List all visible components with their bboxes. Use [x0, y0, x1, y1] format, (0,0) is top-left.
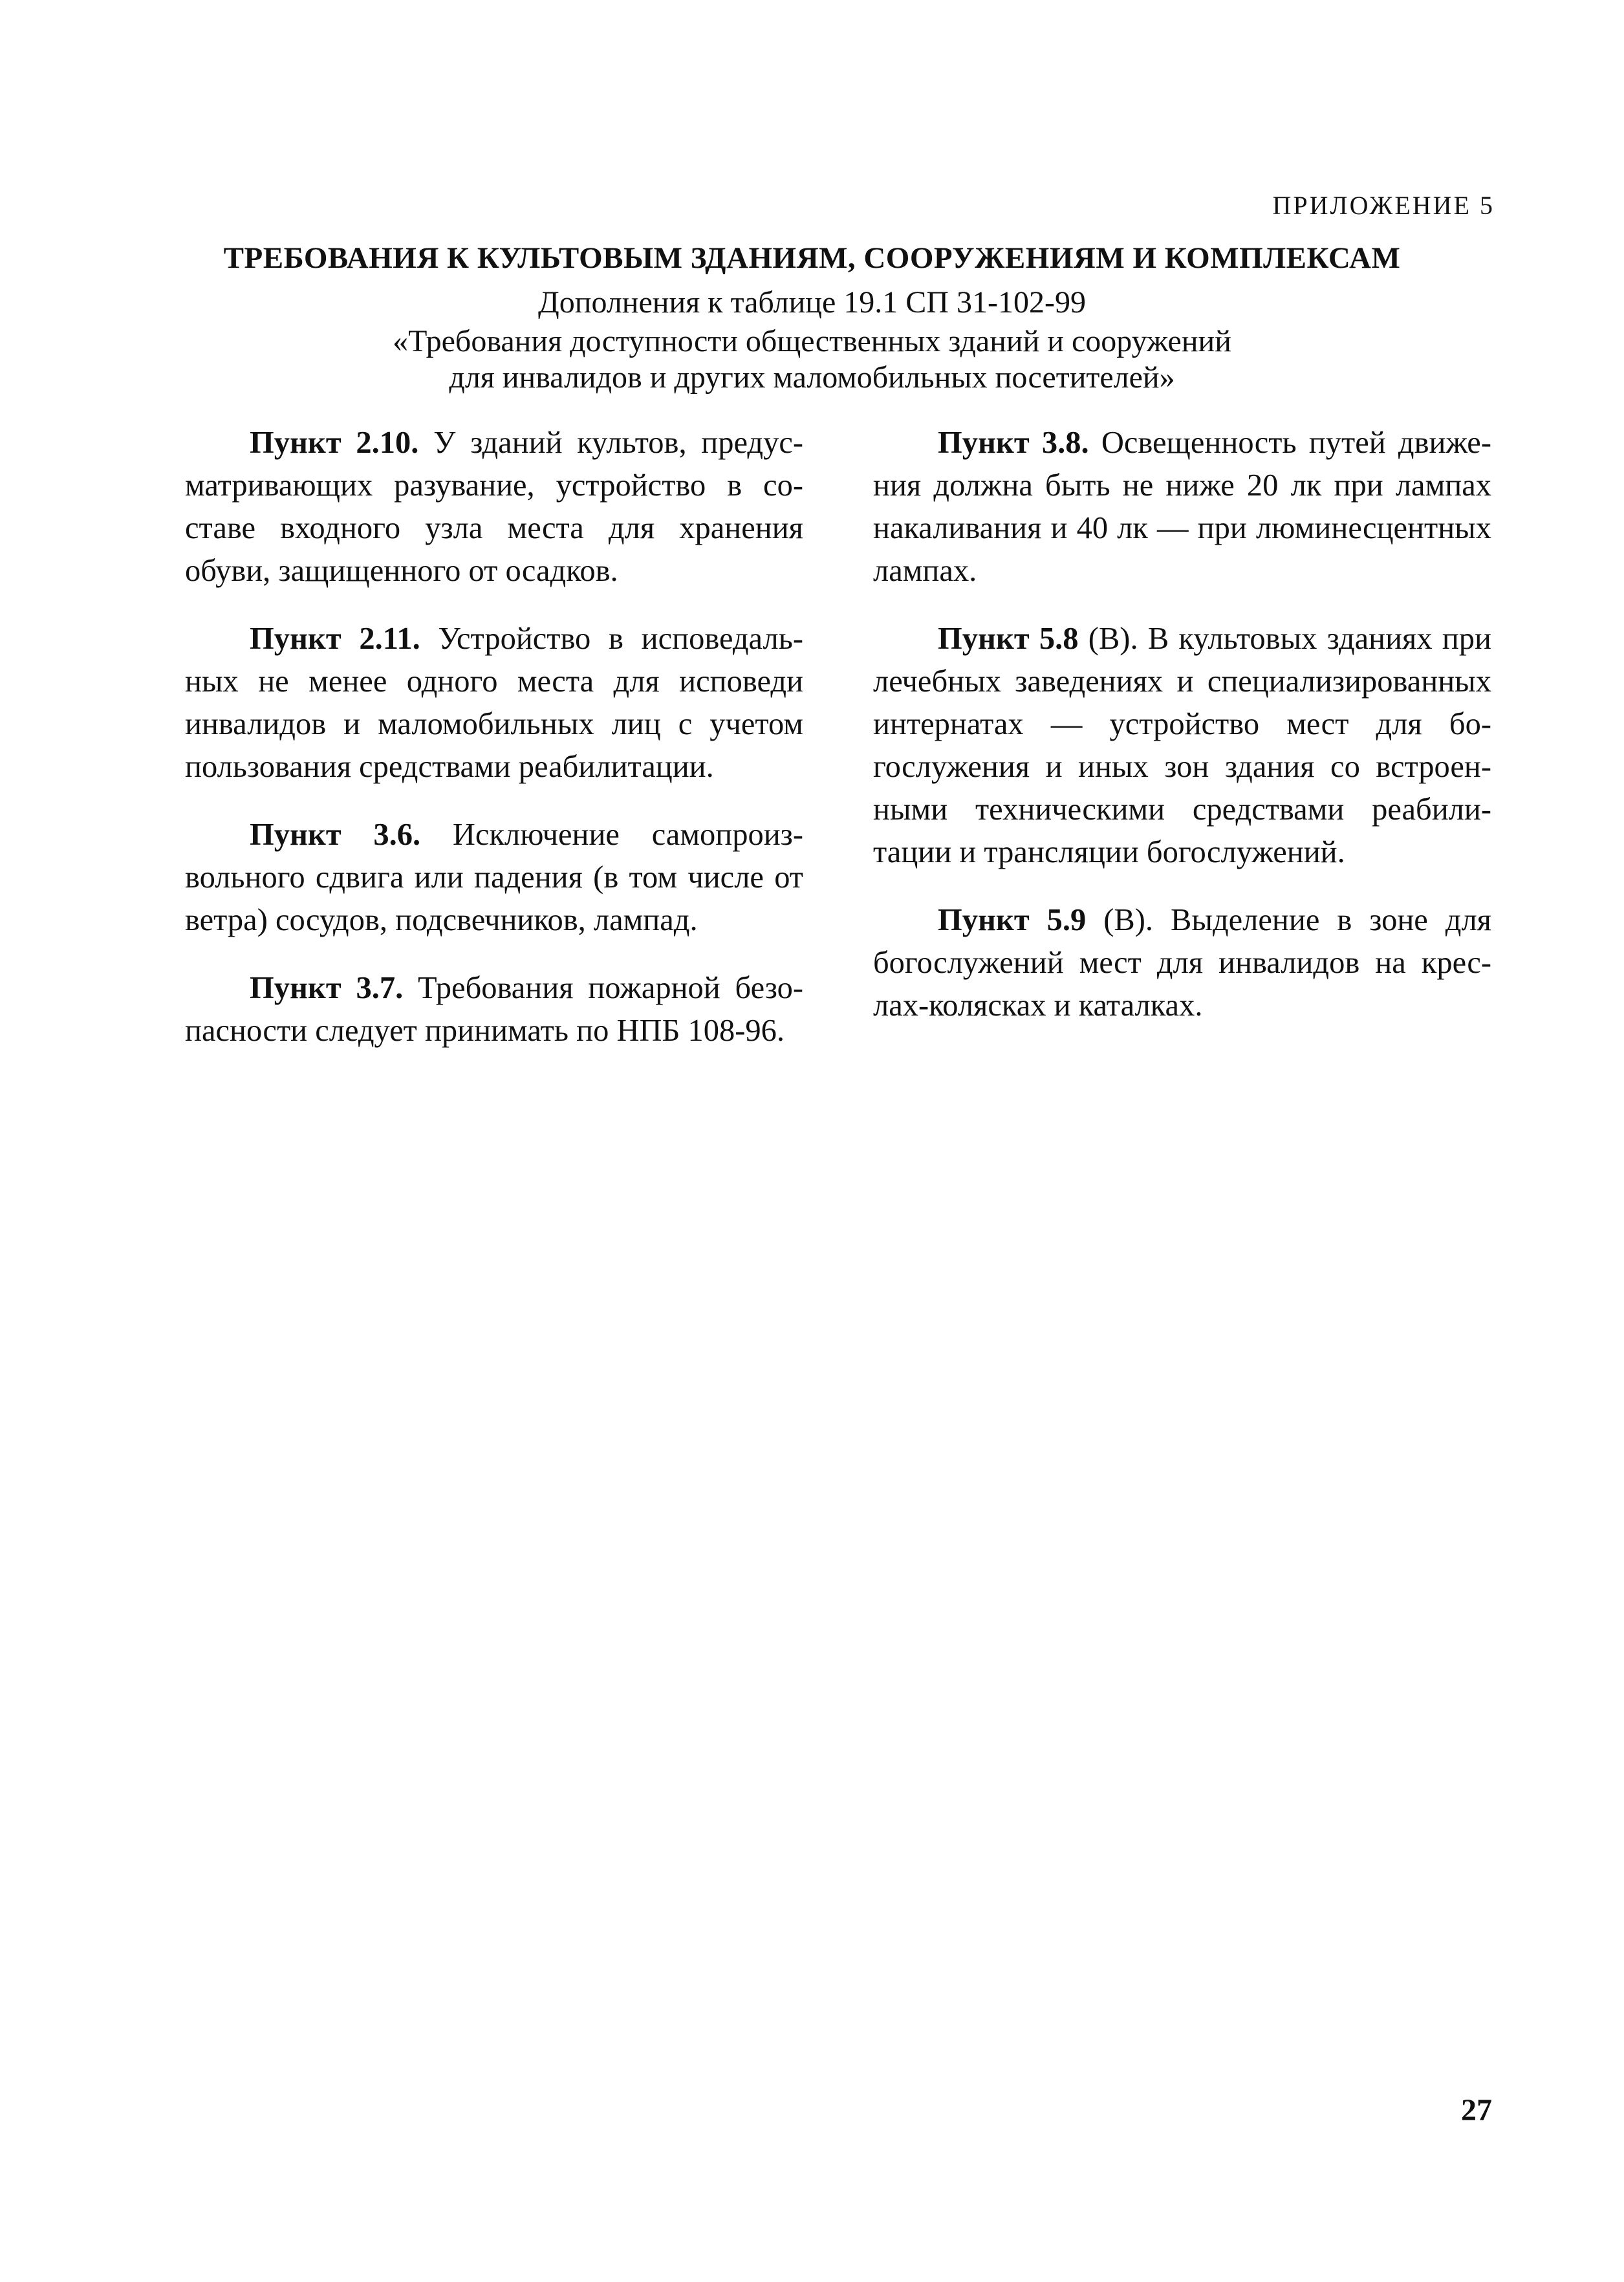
appendix-label: ПРИЛОЖЕНИЕ 5	[1272, 191, 1495, 220]
document-title: ТРЕБОВАНИЯ К КУЛЬТОВЫМ ЗДАНИЯМ, СООРУЖЕНИЯМ И КОМПЛЕКСАМ	[223, 241, 1401, 275]
clause-number: Пункт 5.9	[938, 903, 1087, 937]
clause-text: Исключение самопроизвольного сдвига или падения (в том числе от ветра) сосудов, подсвечников, лампад.	[185, 818, 804, 937]
clause-number: Пункт 3.7.	[250, 971, 404, 1005]
clause-paragraph	[873, 899, 1491, 1027]
subtitle-line: «Требования доступности общественных зданий и сооружений	[393, 324, 1231, 358]
clause-text: У зданий культов, предусматривающих разувание, устройство в составе входного узла места для хранения обуви, защищенного от осадков.	[185, 426, 803, 588]
clause-text: (В). В культовых зданиях при лечебных заведениях и специализированных интернатах — устройство мест для богослужения и иных зон здания со встроенными техническими средствами реабилитации и трансляции богослужений.	[873, 622, 1492, 869]
right-column	[873, 422, 1491, 1052]
clause-paragraph	[185, 618, 803, 788]
left-column	[185, 422, 803, 1078]
clause-paragraph	[873, 422, 1491, 592]
subtitle-line: Дополнения к таблице 19.1 СП 31-102-99	[538, 285, 1086, 320]
clause-paragraph	[873, 618, 1491, 874]
clause-number: Пункт 2.10.	[250, 426, 419, 460]
clause-text: Устройство в исповедальных не менее одного места для исповеди инвалидов и маломобильных лиц с учетом пользования средствами реабилитации.	[185, 622, 803, 784]
clause-number: Пункт 2.11.	[250, 622, 420, 656]
clause-paragraph	[185, 967, 803, 1052]
clause-number: Пункт 5.8	[938, 622, 1079, 656]
clause-number: Пункт 3.8.	[938, 426, 1089, 460]
page-number: 27	[1461, 2093, 1492, 2127]
clause-paragraph	[185, 422, 803, 592]
clause-number: Пункт 3.6.	[250, 818, 421, 852]
clause-paragraph	[185, 814, 803, 942]
clause-text: (В). Выделение в зоне для богослужений мест для инвалидов на креслах-колясках и каталках.	[873, 903, 1491, 1023]
subtitle-line: для инвалидов и других маломобильных посетителей»	[449, 360, 1175, 395]
clause-text: Освещенность путей движения должна быть не ниже 20 лк при лампах накаливания и 40 лк — при люминесцентных лампах.	[873, 426, 1491, 588]
clause-text: Требования пожарной безопасности следует принимать по НПБ 108-96.	[185, 971, 803, 1048]
